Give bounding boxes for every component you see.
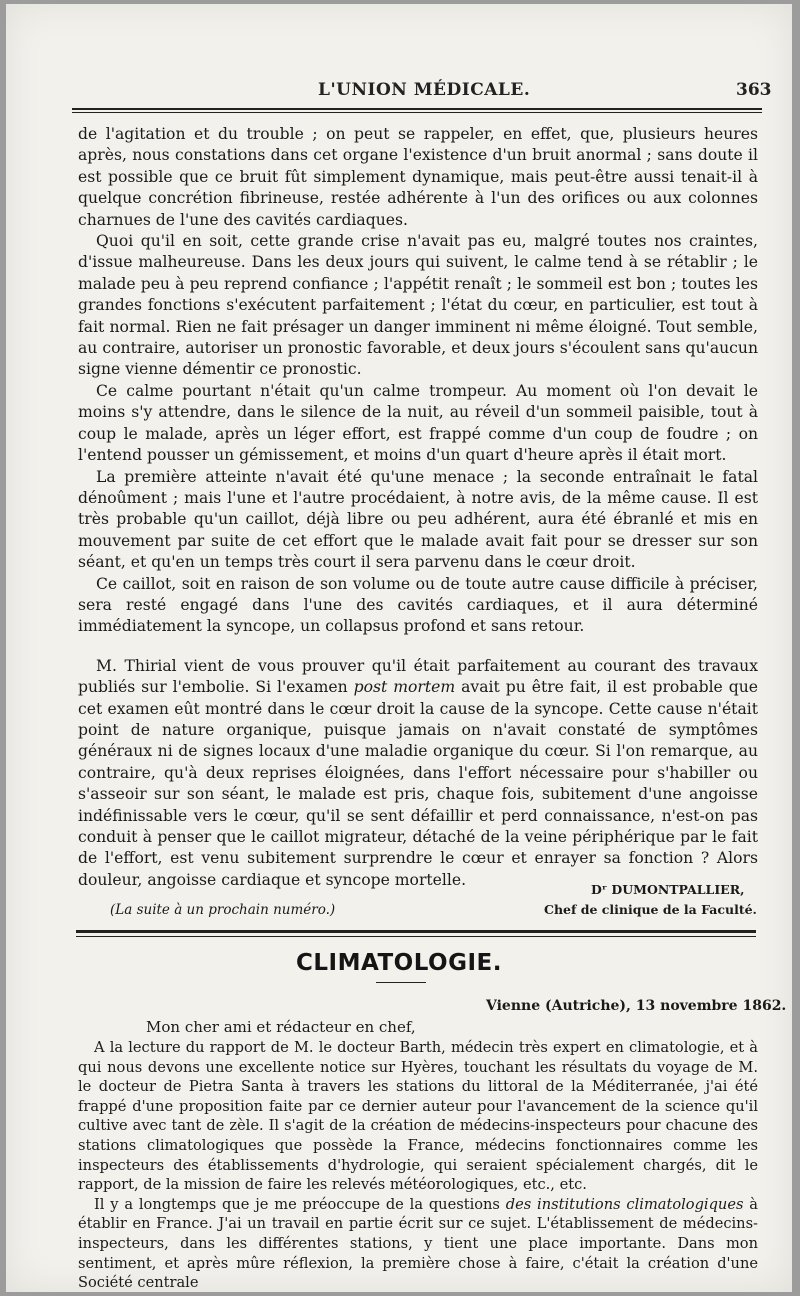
title-underline: [376, 982, 426, 983]
page: [6, 4, 792, 1292]
header-rule-thin: [72, 112, 762, 113]
section-rule-thin: [76, 936, 756, 937]
emphasis: post mortem: [353, 678, 456, 697]
paragraph: A la lecture du rapport de M. le docteur Barth, médecin très expert en climatologie, et à qui nous devons une excellente notice sur Hyères, touchant les résultats du voyage de M. le docteur de Pietra Santa à travers les stations du littoral de la Méditerranée, j'ai été frappé d'une proposition faite par ce dernier auteur pour l'avancement de la science qu'il cultive avec tant de zèle. Il s'agit de la création de médecins-inspecteurs pour chacune des stations climatologiques que possède la France, médecins fonctionnaires comme les inspecteurs des établissements d'hydrologie, qui seraient spécialement chargés, dit le rapport, de la mission de faire les relevés météorologiques, etc., etc.: [78, 1039, 758, 1194]
page-number: 363: [736, 80, 772, 100]
emphasis: des institutions climatologiques: [505, 1195, 744, 1213]
letter-dateline: Vienne (Autriche), 13 novembre 1862.: [486, 998, 787, 1014]
paragraph: Quoi qu'il en soit, cette grande crise n'avait pas eu, malgré toutes nos craintes, d'issue malheureuse. Dans les deux jours qui suivent, le calme tend à se rétablir ; le malade peu à peu reprend confiance ; l'appétit renaît ; le sommeil est bon ; toutes les grandes fonctions s'exécutent parfaitement ; l'état du cœur, en particulier, est tout à fait normal. Rien ne fait présager un danger imminent ni même éloigné. Tout semble, au contraire, autoriser un pronostic favorable, et deux jours s'écoulent sans qu'aucun signe vienne démentir ce pronostic.: [78, 232, 758, 379]
paragraph: Ce calme pourtant n'était qu'un calme trompeur. Au moment où l'on devait le moins s'y attendre, dans le silence de la nuit, au réveil d'un sommeil paisible, tout à coup le malade, après un léger effort, est frappé comme d'un coup de foudre ; on l'entend pousser un gémissement, et moins d'un quart d'heure après il était mort.: [78, 381, 758, 465]
text-run: M. Thirial vient de vous prouver qu'il était parfaitement au courant des travaux publiés sur l'embolie. Si l'examen: [78, 656, 758, 697]
author-signature: Dʳ DUMONTPALLIER,: [591, 882, 745, 897]
paragraph: [78, 1195, 758, 1293]
article-body: [78, 124, 758, 891]
letter-salutation: Mon cher ami et rédacteur en chef,: [146, 1018, 416, 1036]
text-run: Il y a longtemps que je me préoccupe de la questions: [94, 1195, 506, 1213]
text-run: avait pu être fait, il est probable que cet examen eût montré dans le cœur droit la cause de la syncope. Cette cause n'était point de nature organique, puisque jamais on n'avait constaté de symptômes généraux ni de signes locaux d'une maladie organique du cœur. Si l'on remarque, au contraire, qu'à deux reprises éloignées, dans l'effort nécessaire pour s'habiller ou s'asseoir sur son séant, le malade est pris, chaque fois, subitement d'une angoisse indéfinissable vers le cœur, qu'il se sent défaillir et perd connaissance, n'est-on pas conduit à penser que le caillot migrateur, détaché de la veine périphérique par le fait de l'effort, est venu subitement surprendre le cœur et enrayer sa fonction ? Alors douleur, angoisse cardiaque et syncope mortelle.: [78, 678, 759, 889]
header-rule: [72, 108, 762, 110]
continuation-note: (La suite à un prochain numéro.): [110, 902, 336, 918]
paragraph: de l'agitation et du trouble ; on peut se rappeler, en effet, que, plusieurs heures après, nous constations dans cet organe l'existence d'un bruit anormal ; sans doute il est possible que ce bruit fût simplement dynamique, mais peut-être aussi tenait-il à quelque concrétion fibrineuse, restée adhérente à l'un des orifices ou aux colonnes charnues de l'une des cavités cardiaques.: [78, 125, 758, 229]
paragraph-thirial: [78, 656, 758, 891]
paragraph: La première atteinte n'avait été qu'une menace ; la seconde entraînait le fatal dénoûment ; mais l'une et l'autre procédaient, à notre avis, de la même cause. Il est très probable qu'un caillot, déjà libre ou peu adhérent, aura été ébranlé et mis en mouvement par suite de cet effort que le malade avait fait pour se dresser sur son séant, et qu'en un temps très court il sera parvenu dans le cœur droit.: [78, 467, 758, 572]
text-run: à établir en France. J'ai un travail en partie écrit sur ce sujet. L'établissement de médecins-inspecteurs, dans les différentes stations, y tient une place importante. Dans mon sentiment, et après mûre réflexion, la première chose à faire, c'était la création d'une Société centrale: [78, 1195, 758, 1292]
letter-body: [78, 1038, 758, 1293]
paragraph: Ce caillot, soit en raison de son volume ou de toute autre cause difficile à préciser, sera resté engagé dans l'une des cavités cardiaques, et il aura déterminé immédiatement la syncope, un collapsus profond et sans retour.: [78, 574, 758, 636]
author-title: Chef de clinique de la Faculté.: [544, 902, 757, 917]
section-title: CLIMATOLOGIE.: [295, 950, 502, 976]
section-rule: [76, 930, 756, 933]
running-header-title: L'UNION MÉDICALE.: [318, 80, 531, 100]
